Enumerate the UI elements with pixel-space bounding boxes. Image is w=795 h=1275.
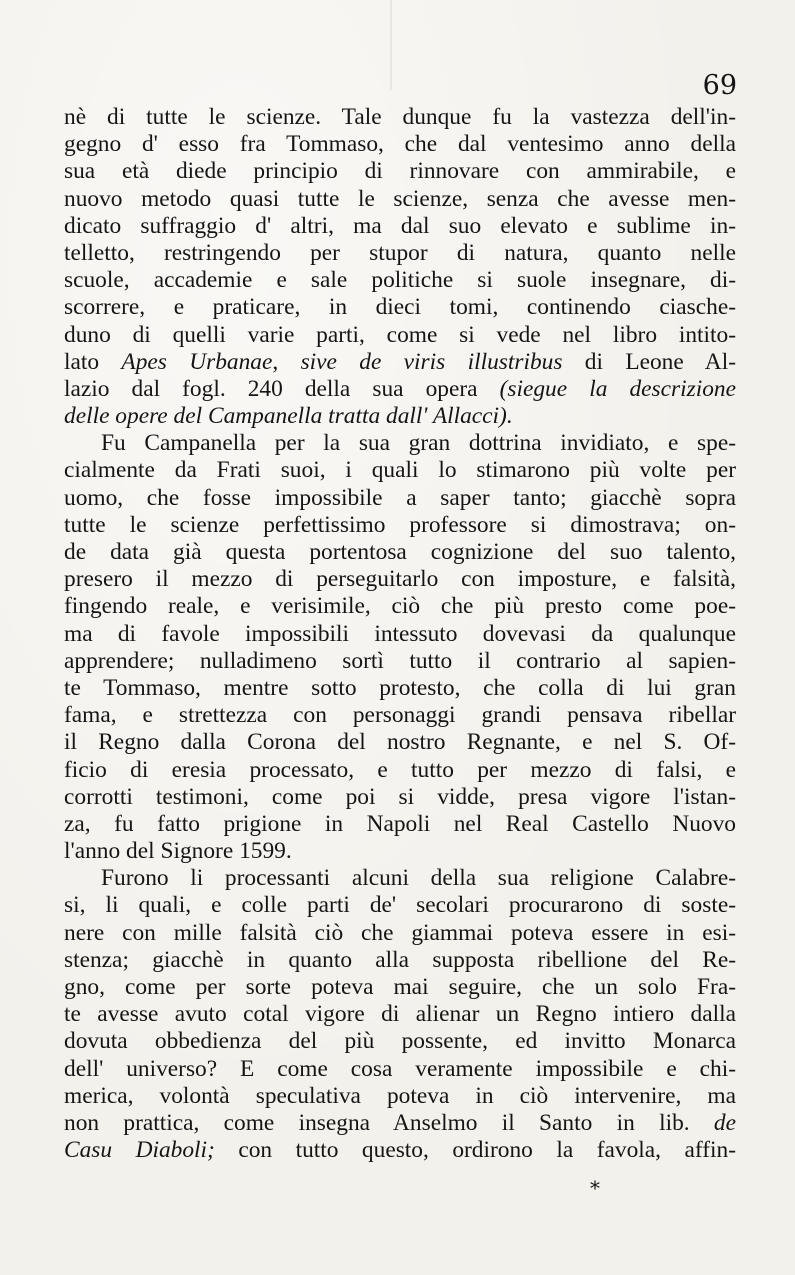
text-segment: merica, volontà speculativa poteva in ciò intervenire, ma	[64, 1082, 736, 1109]
text-segment: cialmente da Frati suoi, i quali lo stimarono più volte per	[64, 457, 736, 484]
text-segment: dicato suffraggio d' altri, ma dal suo elevato e sublime in-	[64, 212, 736, 239]
text-line	[64, 1110, 736, 1137]
italic-segment: sive de viris illustribus	[300, 348, 563, 375]
text-segment: dell' universo? E come cosa veramente impossibile e chi-	[64, 1055, 736, 1082]
page-number: 69	[702, 70, 737, 101]
text-segment: za, fu fatto prigione in Napoli nel Real Castello Nuovo	[64, 810, 736, 837]
text-segment: lazio dal fogl. 240 della sua opera	[64, 375, 500, 402]
text-segment: scorrere, e praticare, in dieci tomi, continendo ciasche-	[64, 294, 736, 321]
text-segment: nè di tutte le scienze. Tale dunque fu la vastezza dell'in-	[64, 104, 736, 130]
text-line	[64, 1083, 736, 1110]
text-segment: di Leone Al-	[562, 348, 736, 375]
text-segment: nuovo metodo quasi tutte le scienze, senza che avesse men-	[64, 185, 736, 212]
text-segment: ,	[272, 348, 301, 375]
text-line	[64, 757, 736, 784]
text-line	[64, 430, 736, 457]
text-segment: non prattica, come insegna Anselmo il Santo in lib.	[64, 1109, 714, 1136]
text-line	[64, 1137, 736, 1164]
text-segment: l'anno del Signore 1599.	[64, 838, 292, 865]
text-line	[64, 892, 736, 919]
text-line	[64, 947, 736, 974]
text-line	[64, 403, 736, 430]
text-segment: il Regno dalla Corona del nostro Regnante, e nel S. Of-	[64, 729, 736, 756]
body-text	[64, 104, 736, 1164]
text-segment: fama, e strettezza con personaggi grandi pensava ribellar	[64, 702, 736, 729]
text-line	[64, 811, 736, 838]
text-line	[64, 131, 736, 158]
text-segment: lato	[64, 348, 122, 375]
text-segment: nere con mille falsità ciò che giammai poteva essere in esi-	[64, 919, 736, 946]
text-line	[64, 213, 736, 240]
text-line	[64, 702, 736, 729]
text-line	[64, 240, 736, 267]
text-segment: Fu Campanella per la sua gran dottrina invidiato, e spe-	[101, 430, 736, 457]
text-segment: scuole, accademie e sale politiche si suole insegnare, di-	[64, 267, 736, 294]
text-line	[64, 1001, 736, 1028]
text-line	[64, 593, 736, 620]
text-line	[64, 294, 736, 321]
text-segment: ficio di eresia processato, e tutto per mezzo di falsi, e	[64, 756, 736, 783]
text-segment: gno, come per sorte poteva mai seguire, che un solo Fra-	[64, 974, 736, 1000]
text-segment: ma di favole impossibili intessuto dovevasi da qualunque	[64, 620, 736, 647]
page-crease	[390, 0, 392, 90]
text-segment: tutte le scienze perfettissimo professore si dimostrava; on-	[64, 511, 736, 538]
text-segment: telletto, restringendo per stupor di natura, quanto nelle	[64, 239, 736, 266]
text-line	[64, 865, 736, 892]
text-segment: presero il mezzo di perseguitarlo con imposture, e falsità,	[64, 566, 736, 593]
italic-segment: (siegue la descrizione	[499, 375, 736, 402]
text-line	[64, 566, 736, 593]
text-segment: fingendo reale, e verisimile, ciò che più presto come poe-	[64, 593, 736, 620]
text-line	[64, 729, 736, 756]
text-line	[64, 267, 736, 294]
text-segment: uomo, che fosse impossibile a saper tanto; giacchè sopra	[64, 484, 736, 511]
text-line	[64, 920, 736, 947]
text-line	[64, 512, 736, 539]
text-segment: si, li quali, e colle parti de' secolari procurarono di soste-	[64, 892, 736, 919]
italic-segment: Casu Diaboli;	[64, 1137, 215, 1164]
italic-segment: de	[713, 1109, 736, 1136]
text-line	[64, 158, 736, 185]
text-line	[64, 784, 736, 811]
signature-mark: *	[590, 1176, 600, 1200]
text-segment: te Tommaso, mentre sotto protesto, che colla di lui gran	[64, 674, 736, 701]
text-line	[64, 1028, 736, 1055]
text-line	[64, 675, 736, 702]
text-segment: corrotti testimoni, come poi si vidde, presa vigore l'istan-	[64, 783, 736, 810]
text-line	[64, 186, 736, 213]
text-segment: apprendere; nulladimeno sortì tutto il contrario al sapien-	[64, 647, 736, 674]
text-segment: stenza; giacchè in quanto alla supposta ribellione del Re-	[64, 946, 736, 973]
text-line	[64, 457, 736, 484]
text-line	[64, 485, 736, 512]
text-segment: duno di quelli varie parti, come si vede nel libro intito-	[64, 321, 736, 348]
text-line	[64, 621, 736, 648]
text-segment: sua età diede principio di rinnovare con ammirabile, e	[64, 158, 736, 185]
text-line	[64, 648, 736, 675]
text-line	[64, 838, 736, 865]
text-segment: dovuta obbedienza del più possente, ed invitto Monarca	[64, 1028, 736, 1055]
text-segment: gegno d' esso fra Tommaso, che dal ventesimo anno della	[64, 131, 736, 158]
italic-segment: delle opere del Campanella tratta dall' Allacci).	[64, 403, 513, 430]
text-line	[64, 349, 736, 376]
text-line	[64, 1056, 736, 1083]
italic-segment: Apes Urbanae	[121, 348, 273, 375]
text-line	[64, 539, 736, 566]
text-line	[64, 376, 736, 403]
text-line	[64, 974, 736, 1001]
text-segment: de data già questa portentosa cognizione del suo talento,	[64, 539, 736, 565]
text-segment: con tutto questo, ordirono la favola, affin-	[214, 1137, 736, 1164]
text-line	[64, 322, 736, 349]
text-segment: te avesse avuto cotal vigore di alienar un Regno intiero dalla	[64, 1001, 736, 1028]
text-line	[64, 104, 736, 131]
text-segment: Furono li processanti alcuni della sua religione Calabre-	[101, 865, 736, 892]
